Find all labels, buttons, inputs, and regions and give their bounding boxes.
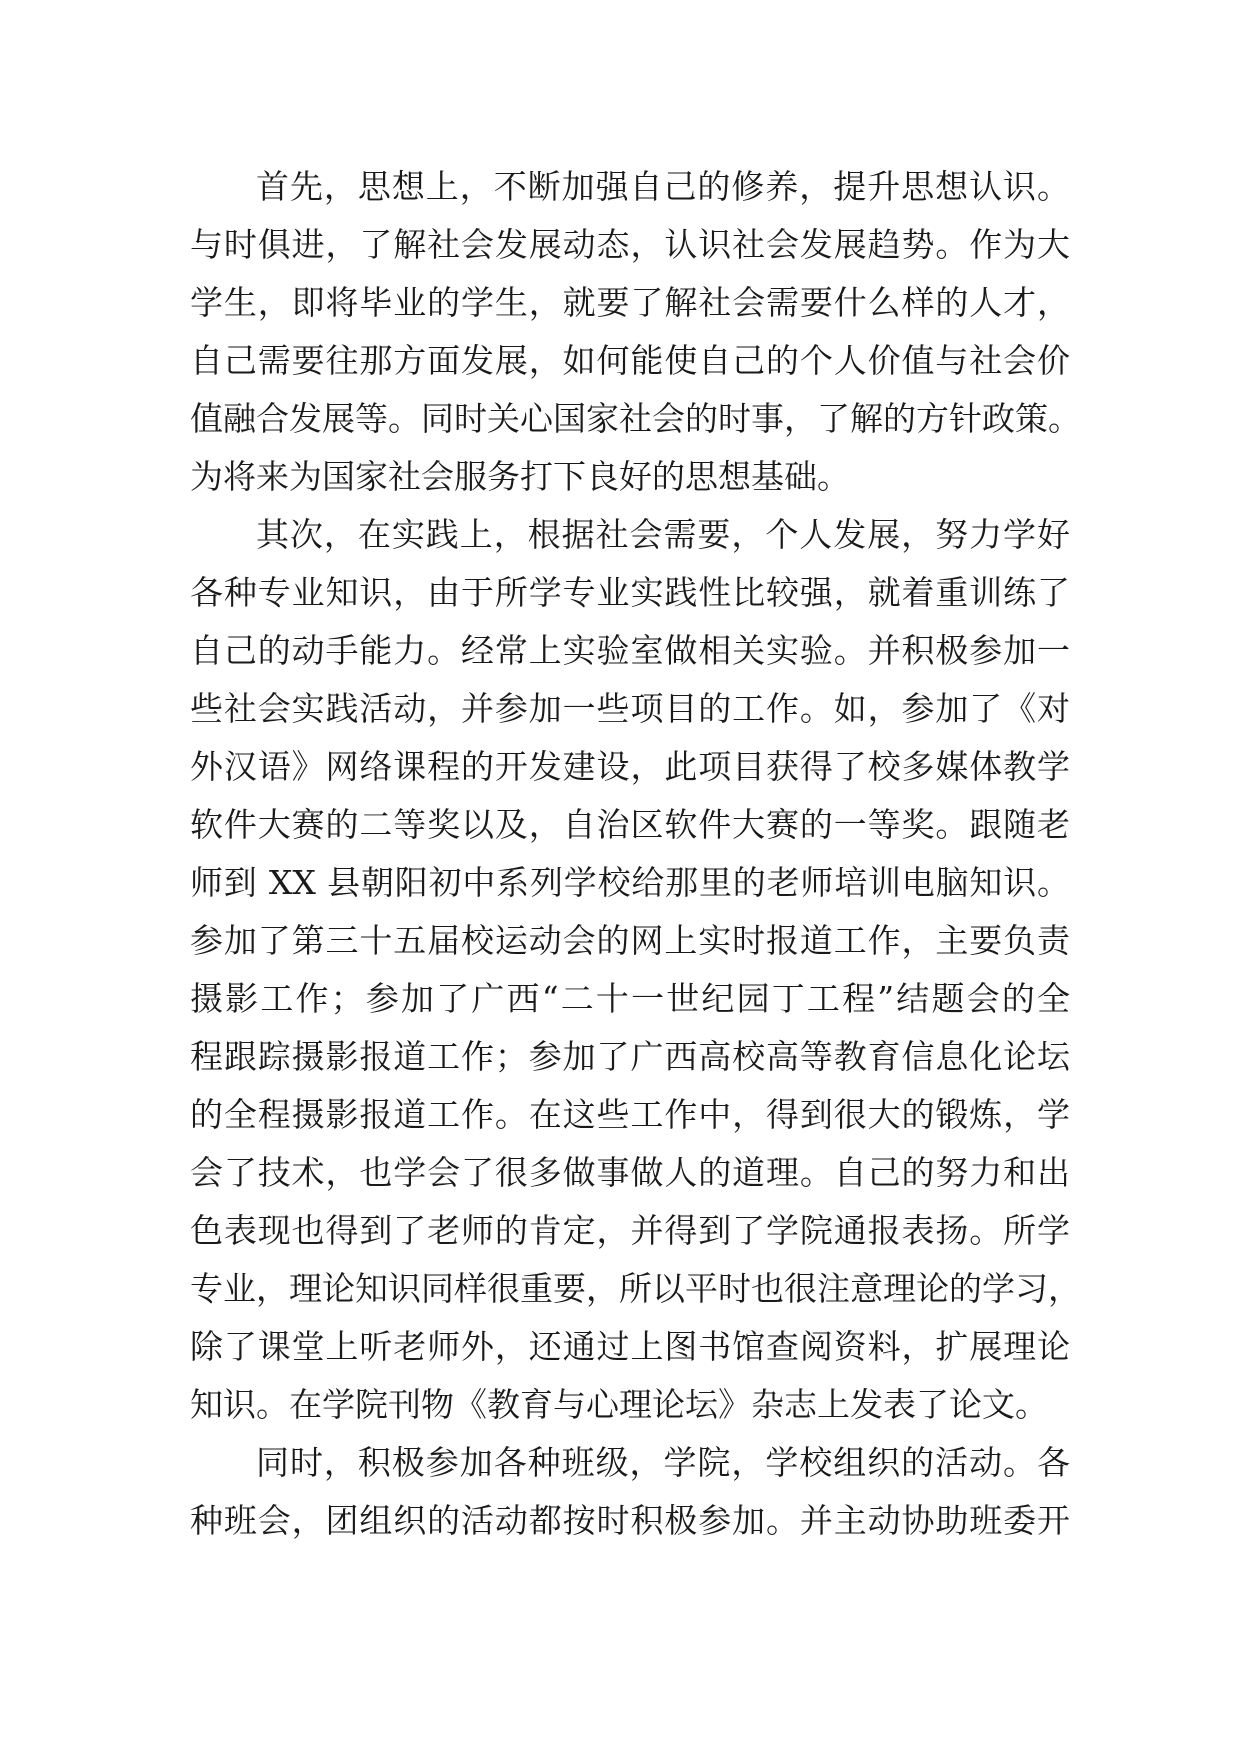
text-line: 为将来为国家社会服务打下良好的思想基础。 — [190, 457, 850, 496]
text-line: 首先，思想上，不断加强自己的修养，提升思想认识。 — [256, 167, 1070, 206]
text-line: 外汉语》网络课程的开发建设，此项目获得了校多媒体教学 — [190, 747, 1070, 786]
text-line: 专业，理论知识同样很重要，所以平时也很注意理论的学习， — [190, 1269, 1081, 1308]
text-line: 除了课堂上听老师外，还通过上图书馆查阅资料，扩展理论 — [190, 1327, 1070, 1366]
text-line: 摄影工作；参加了广西“二十一世纪园丁工程”结题会的全 — [190, 979, 1070, 1018]
text-line: 同时，积极参加各种班级，学院，学校组织的活动。各 — [256, 1443, 1070, 1482]
text-line: 值融合发展等。同时关心国家社会的时事，了解的方针政策。 — [190, 399, 1081, 438]
paragraph-thinking — [190, 158, 1081, 506]
text-line: 色表现也得到了老师的肯定，并得到了学院通报表扬。所学 — [190, 1211, 1070, 1250]
text-line: 师到 XX 县朝阳初中系列学校给那里的老师培训电脑知识。 — [190, 863, 1070, 902]
paragraph-practice — [190, 506, 1081, 1434]
text-line: 自己需要往那方面发展，如何能使自己的个人价值与社会价 — [190, 341, 1070, 380]
paragraph-activities — [190, 1434, 1070, 1550]
text-line: 各种专业知识，由于所学专业实践性比较强，就着重训练了 — [190, 573, 1070, 612]
document-body — [190, 158, 1081, 1550]
text-line: 会了技术，也学会了很多做事做人的道理。自己的努力和出 — [190, 1153, 1070, 1192]
text-line: 参加了第三十五届校运动会的网上实时报道工作，主要负责 — [190, 921, 1070, 960]
text-line: 种班会，团组织的活动都按时积极参加。并主动协助班委开 — [190, 1501, 1070, 1540]
text-line: 其次，在实践上，根据社会需要，个人发展，努力学好 — [256, 515, 1070, 554]
text-line: 的全程摄影报道工作。在这些工作中，得到很大的锻炼，学 — [190, 1095, 1070, 1134]
text-line: 与时俱进，了解社会发展动态，认识社会发展趋势。作为大 — [190, 225, 1070, 264]
text-line: 程跟踪摄影报道工作；参加了广西高校高等教育信息化论坛 — [190, 1037, 1070, 1076]
text-line: 软件大赛的二等奖以及，自治区软件大赛的一等奖。跟随老 — [190, 805, 1070, 844]
text-line: 些社会实践活动，并参加一些项目的工作。如，参加了《对 — [190, 689, 1070, 728]
text-line: 知识。在学院刊物《教育与心理论坛》杂志上发表了论文。 — [190, 1385, 1048, 1424]
text-line: 自己的动手能力。经常上实验室做相关实验。并积极参加一 — [190, 631, 1070, 670]
text-line: 学生，即将毕业的学生，就要了解社会需要什么样的人才， — [190, 283, 1070, 322]
